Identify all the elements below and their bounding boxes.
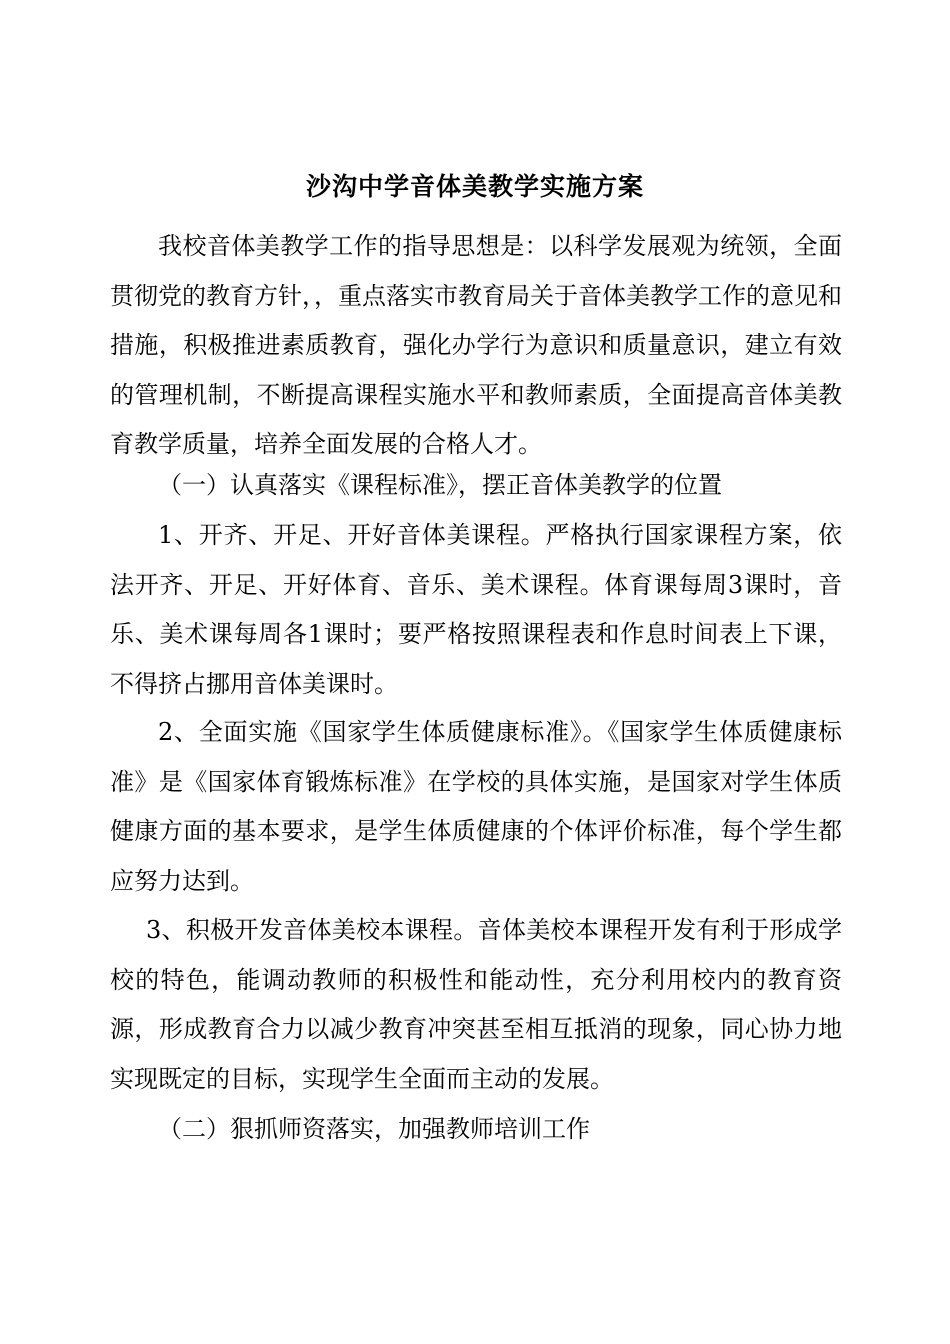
paragraph-item-2: 2、全面实施《国家学生体质健康标准》。《国家学生体质健康标准》是《国家体育锻炼标准》在学校的具体实施，是国家对学生体质健康方面的基本要求，是学生体质健康的个体评价标准，每个学生都应努力达到。 <box>110 718 842 895</box>
section-heading-one: （一）认真落实《课程标准》，摆正音体美教学的位置 <box>158 471 722 499</box>
paragraph-item-1: 1、开齐、开足、开好音体美课程。严格执行国家课程方案，依法开齐、开足、开好体育、音乐、美术课程。体育课每周3课时，音乐、美术课每周各1课时；要严格按照课程表和作息时间表上下课，不得挤占挪用音体美课时。 <box>110 521 842 698</box>
document-title: 沙沟中学音体美教学实施方案 <box>305 172 644 201</box>
paragraph-item-3: 3、积极开发音体美校本课程。音体美校本课程开发有利于形成学校的特色，能调动教师的积极性和能动性，充分利用校内的教育资源，形成教育合力以减少教育冲突甚至相互抵消的现象，同心协力地实现既定的目标，实现学生全面而主动的发展。 <box>110 916 842 1093</box>
paragraph-guiding-idea: 我校音体美教学工作的指导思想是：以科学发展观为统领，全面贯彻党的教育方针，，重点落实市教育局关于音体美教学工作的意见和措施，积极推进素质教育，强化办学行为意识和质量意识，建立有效的管理机制，不断提高课程实施水平和教师素质，全面提高音体美教育教学质量，培养全面发展的合格人才。 <box>110 232 842 458</box>
section-heading-two: （二）狠抓师资落实，加强教师培训工作 <box>158 1115 590 1143</box>
